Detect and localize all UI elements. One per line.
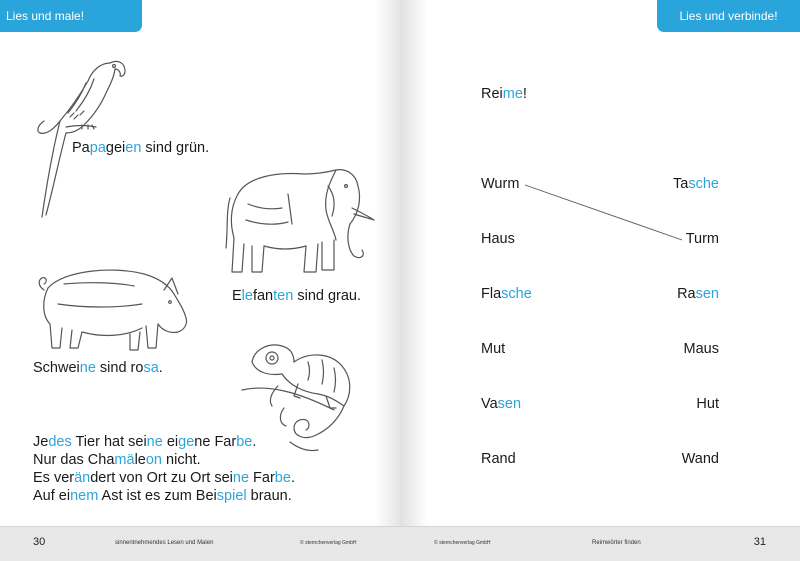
right-header-tab: Lies und verbinde! — [657, 0, 800, 32]
left-footer — [0, 526, 400, 561]
p3-f: be — [274, 470, 291, 486]
paragraph-line-3 — [33, 469, 295, 487]
left-word-6[interactable] — [481, 451, 516, 467]
lw5-b: sen — [497, 396, 522, 412]
p1-g: ne Far — [194, 434, 237, 450]
left-word-5[interactable] — [481, 396, 521, 412]
p3-c: dert von Ort zu Ort sei — [90, 470, 233, 486]
p3-d: ne — [232, 470, 250, 486]
gutter-shadow-left — [374, 0, 400, 561]
p2-d: on — [145, 452, 162, 468]
left-word-3[interactable] — [481, 286, 532, 302]
left-word-1[interactable] — [481, 176, 519, 192]
rw1-a: Ta — [673, 176, 689, 192]
elephant-caption-part-5: sind grau. — [293, 288, 362, 304]
right-footer-title: Reimwörter finden — [592, 540, 641, 546]
p1-h: be — [236, 434, 253, 450]
right-page — [400, 0, 800, 561]
lw3-b: sche — [501, 286, 532, 302]
left-page-number: 30 — [33, 536, 46, 548]
p3-b: än — [74, 470, 91, 486]
p1-e: ei — [162, 434, 179, 450]
p3-a: Es ver — [33, 470, 75, 486]
right-page-number: 31 — [753, 536, 766, 548]
p2-b: mä — [114, 452, 135, 468]
pig-caption-part-1: Schwei — [33, 360, 80, 376]
paragraph-line-4 — [33, 487, 295, 505]
lw2-a: Haus — [481, 231, 515, 247]
right-word-2[interactable] — [686, 231, 719, 247]
left-word-4[interactable] — [481, 341, 505, 357]
p2-a: Nur das Cha — [33, 452, 115, 468]
p2-c: le — [134, 452, 146, 468]
p4-e: braun. — [246, 488, 292, 504]
parrot-caption — [72, 139, 209, 157]
elephant-caption — [232, 287, 361, 305]
pig-caption — [33, 359, 163, 377]
left-header-tab: Lies und male! — [0, 0, 142, 32]
lw6-a: Rand — [481, 451, 516, 467]
rw3-a: Ra — [677, 286, 696, 302]
left-footer-publisher: © sternchenverlag GmbH — [300, 540, 357, 546]
rw4-a: Maus — [683, 341, 719, 357]
right-word-4[interactable] — [684, 341, 719, 357]
example-connection-line — [400, 0, 800, 561]
left-footer-title: sinnentnehmendes Lesen und Malen — [115, 540, 214, 546]
lw4-a: Mut — [481, 341, 506, 357]
right-footer-publisher: © sternchenverlag GmbH — [434, 540, 491, 546]
parrot-caption-part-5: sind grün. — [141, 140, 210, 156]
p1-a: Je — [33, 434, 49, 450]
p1-b: des — [48, 434, 72, 450]
p1-f: ge — [178, 434, 195, 450]
left-word-2[interactable] — [481, 231, 515, 247]
elephant-caption-part-2: le — [241, 288, 253, 304]
elephant-caption-part-3: fan — [252, 288, 274, 304]
parrot-caption-part-1: Pa — [72, 140, 90, 156]
pig-caption-part-2: ne — [79, 360, 96, 376]
p4-c: Ast ist es zum Bei — [98, 488, 217, 504]
p1-i: . — [252, 434, 257, 450]
elephant-caption-part-4: ten — [273, 288, 294, 304]
p1-c: Tier hat sei — [71, 434, 147, 450]
pig-illustration — [34, 264, 190, 354]
right-footer — [400, 526, 800, 561]
lw1-a: Wurm — [481, 176, 520, 192]
heading-part-1: Rei — [481, 86, 503, 102]
right-word-3[interactable] — [677, 286, 719, 302]
p4-d: spiel — [216, 488, 247, 504]
right-word-5[interactable] — [696, 396, 719, 412]
heading-part-3: ! — [522, 86, 527, 102]
rw5-a: Hut — [696, 396, 719, 412]
chameleon-paragraph — [33, 433, 295, 505]
parrot-caption-part-2: pa — [89, 140, 106, 156]
right-word-6[interactable] — [682, 451, 719, 467]
p3-g: . — [290, 470, 295, 486]
parrot-caption-part-3: gei — [105, 140, 126, 156]
lw3-a: Fla — [481, 286, 502, 302]
right-word-1[interactable] — [673, 176, 719, 192]
heading-part-2: me — [502, 86, 523, 102]
rw2-a: Turm — [685, 231, 719, 247]
p4-b: nem — [70, 488, 99, 504]
lw5-a: Va — [481, 396, 498, 412]
p4-a: Auf ei — [33, 488, 71, 504]
paragraph-line-1 — [33, 433, 295, 451]
elephant-caption-part-1: E — [232, 288, 242, 304]
paragraph-line-2 — [33, 451, 295, 469]
pig-caption-part-3: sind ro — [95, 360, 144, 376]
pig-caption-part-5: . — [158, 360, 163, 376]
rw6-a: Wand — [681, 451, 719, 467]
parrot-illustration — [26, 55, 128, 220]
pig-caption-part-4: sa — [143, 360, 159, 376]
rw3-b: sen — [695, 286, 719, 302]
rw1-b: sche — [688, 176, 719, 192]
p3-e: Far — [249, 470, 275, 486]
elephant-illustration — [218, 164, 378, 276]
p2-e: nicht. — [162, 452, 201, 468]
parrot-caption-part-4: en — [125, 140, 142, 156]
p1-d: ne — [146, 434, 163, 450]
